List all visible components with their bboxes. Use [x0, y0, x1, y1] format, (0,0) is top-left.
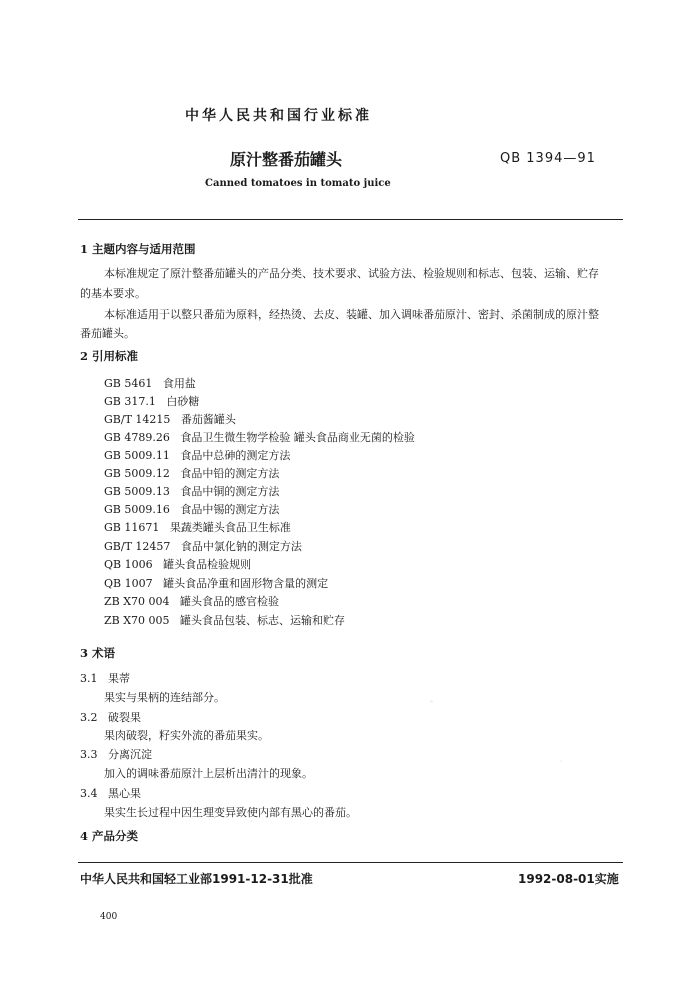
reference-title: 食品卫生微生物学检验 罐头食品商业无菌的检验	[180, 431, 415, 444]
reference-title: 食品中氯化钠的测定方法	[180, 540, 302, 553]
reference-code: GB 317.1	[104, 395, 156, 408]
term-name: 分离沉淀	[108, 748, 152, 761]
term-definition: 果肉破裂，籽实外流的番茄果实。	[104, 729, 269, 742]
reference-title: 罐头食品净重和固形物含量的测定	[163, 577, 329, 590]
term-number: 3.2	[80, 711, 98, 724]
reference-title: 果蔬类罐头食品卫生标准	[169, 521, 291, 534]
reference-title: 食品中总砷的测定方法	[180, 449, 291, 462]
term-heading	[80, 670, 130, 686]
reference-title: 食品中铅的测定方法	[180, 467, 280, 480]
term-name: 破裂果	[108, 711, 141, 724]
reference-title: 番茄酱罐头	[180, 413, 236, 426]
section-3-heading: 3 术语	[80, 646, 116, 660]
reference-item	[104, 538, 302, 554]
reference-code: ZB X70 005	[104, 614, 170, 627]
reference-code: GB/T 14215	[104, 413, 171, 426]
reference-item	[104, 575, 328, 591]
reference-item	[104, 593, 279, 609]
standard-title-en: Canned tomatoes in tomato juice	[205, 178, 391, 189]
reference-code: GB 11671	[104, 521, 160, 534]
standard-title-zh: 原汁整番茄罐头	[230, 150, 343, 169]
reference-title: 罐头食品检验规则	[163, 558, 252, 571]
term-definition: 加入的调味番茄原汁上层析出清汁的现象。	[104, 767, 313, 780]
reference-item	[104, 465, 279, 481]
footer-rule	[78, 862, 623, 863]
reference-title: 白砂糖	[166, 395, 200, 408]
reference-title: 食品中锡的测定方法	[180, 503, 280, 516]
reference-code: QB 1007	[104, 577, 153, 590]
section-4-heading: 4 产品分类	[80, 829, 139, 843]
reference-code: QB 1006	[104, 558, 153, 571]
term-number: 3.4	[80, 787, 98, 800]
reference-code: GB 5009.16	[104, 503, 170, 516]
reference-item	[104, 556, 251, 572]
reference-item	[104, 519, 291, 535]
page-number: 400	[100, 912, 118, 922]
implementation-date: 1992-08-01实施	[518, 872, 619, 886]
reference-code: GB 5009.12	[104, 467, 170, 480]
term-number: 3.1	[80, 672, 98, 685]
reference-title: 食品中铜的测定方法	[180, 485, 280, 498]
term-heading	[80, 709, 141, 725]
section-1-para-1-line-1: 本标准规定了原汁整番茄罐头的产品分类、技术要求、试验方法、检验规则和标志、包装、运输、贮存	[104, 267, 599, 280]
section-1-para-1-line-2: 的基本要求。	[80, 287, 146, 300]
reference-code: GB 5461	[104, 377, 153, 390]
reference-item	[104, 411, 236, 427]
reference-code: GB 5009.13	[104, 485, 170, 498]
scan-speck	[430, 700, 433, 703]
standard-code: QB 1394—91	[500, 151, 596, 166]
section-1-para-2-line-1: 本标准适用于以整只番茄为原料，经热烫、去皮、装罐、加入调味番茄原汁、密封、杀菌制成的原汁整	[104, 308, 599, 321]
term-heading	[80, 785, 141, 801]
term-definition: 果实与果柄的连结部分。	[104, 691, 225, 704]
scan-speck	[250, 820, 253, 822]
reference-code: GB 5009.11	[104, 449, 170, 462]
term-name: 黑心果	[108, 787, 141, 800]
header-rule	[78, 219, 623, 220]
reference-code: GB/T 12457	[104, 540, 171, 553]
section-1-heading: 1 主题内容与适用范围	[80, 242, 196, 256]
reference-title: 罐头食品的感官检验	[180, 595, 280, 608]
reference-item	[104, 501, 279, 517]
reference-item	[104, 612, 345, 628]
term-number: 3.3	[80, 748, 98, 761]
approval-statement: 中华人民共和国轻工业部1991-12-31批准	[80, 872, 313, 886]
term-definition: 果实生长过程中因生理变异致使内部有黑心的番茄。	[104, 806, 357, 819]
reference-item	[104, 483, 279, 499]
reference-item	[104, 429, 415, 445]
term-name: 果蒂	[108, 672, 130, 685]
reference-title: 罐头食品包装、标志、运输和贮存	[180, 614, 346, 627]
reference-code: ZB X70 004	[104, 595, 170, 608]
reference-item	[104, 375, 196, 391]
reference-title: 食用盐	[162, 377, 196, 390]
term-heading	[80, 746, 152, 762]
scan-speck	[560, 760, 562, 762]
reference-item	[104, 393, 199, 409]
section-1-para-2-line-2: 番茄罐头。	[80, 327, 135, 340]
section-2-heading: 2 引用标准	[80, 349, 139, 363]
document-header-title: 中华人民共和国行业标准	[185, 108, 372, 124]
reference-item	[104, 447, 290, 463]
reference-code: GB 4789.26	[104, 431, 170, 444]
